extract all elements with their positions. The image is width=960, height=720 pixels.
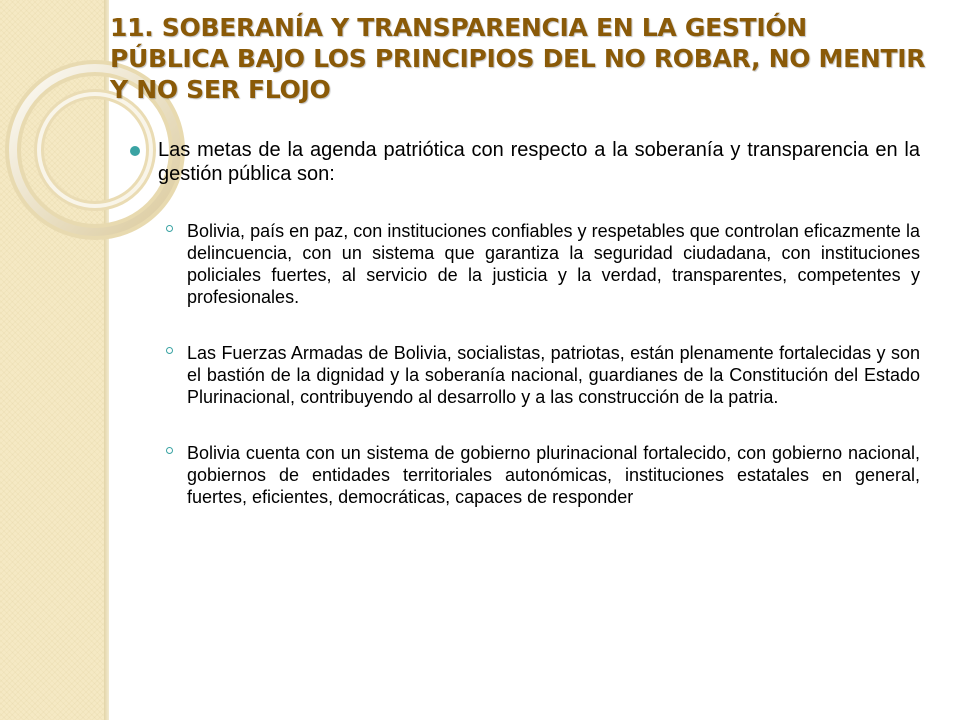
hollow-circle-bullet-icon xyxy=(166,447,173,454)
filled-circle-bullet-icon xyxy=(130,146,140,156)
page-title: 11. SOBERANÍA Y TRANSPARENCIA EN LA GESTIÓN PÚBLICA BAJO LOS PRINCIPIOS DEL NO ROBAR, NO MENTIR Y NO SER FLOJO xyxy=(110,13,926,104)
slide-content xyxy=(130,138,920,542)
lead-paragraph xyxy=(130,138,920,186)
list-item xyxy=(166,220,920,308)
list-item-text: Bolivia, país en paz, con instituciones confiables y respetables que controlan eficazmente la delincuencia, con un sistema que garantiza la seguridad ciudadana, con instituciones policiales fuertes, al servicio de la justicia y la verdad, transparentes, competentes y profesionales. xyxy=(187,221,920,307)
list-item xyxy=(166,342,920,408)
goals-list xyxy=(130,220,920,508)
list-item-text: Las Fuerzas Armadas de Bolivia, socialistas, patriotas, están plenamente fortalecidas y son el bastión de la dignidad y la soberanía nacional, guardianes de la Constitución del Estado Plurinacional, contribuyendo al desarrollo y a las construcción de la patria. xyxy=(187,343,920,407)
list-item-text: Bolivia cuenta con un sistema de gobierno plurinacional fortalecido, con gobierno nacional, gobiernos de entidades territoriales autonómicas, instituciones estatales en general, fuertes, eficientes, democráticas, capaces de responder xyxy=(187,443,920,507)
hollow-circle-bullet-icon xyxy=(166,347,173,354)
lead-text: Las metas de la agenda patriótica con respecto a la soberanía y transparencia en la gestión pública son: xyxy=(158,139,920,185)
list-item xyxy=(166,442,920,508)
hollow-circle-bullet-icon xyxy=(166,225,173,232)
